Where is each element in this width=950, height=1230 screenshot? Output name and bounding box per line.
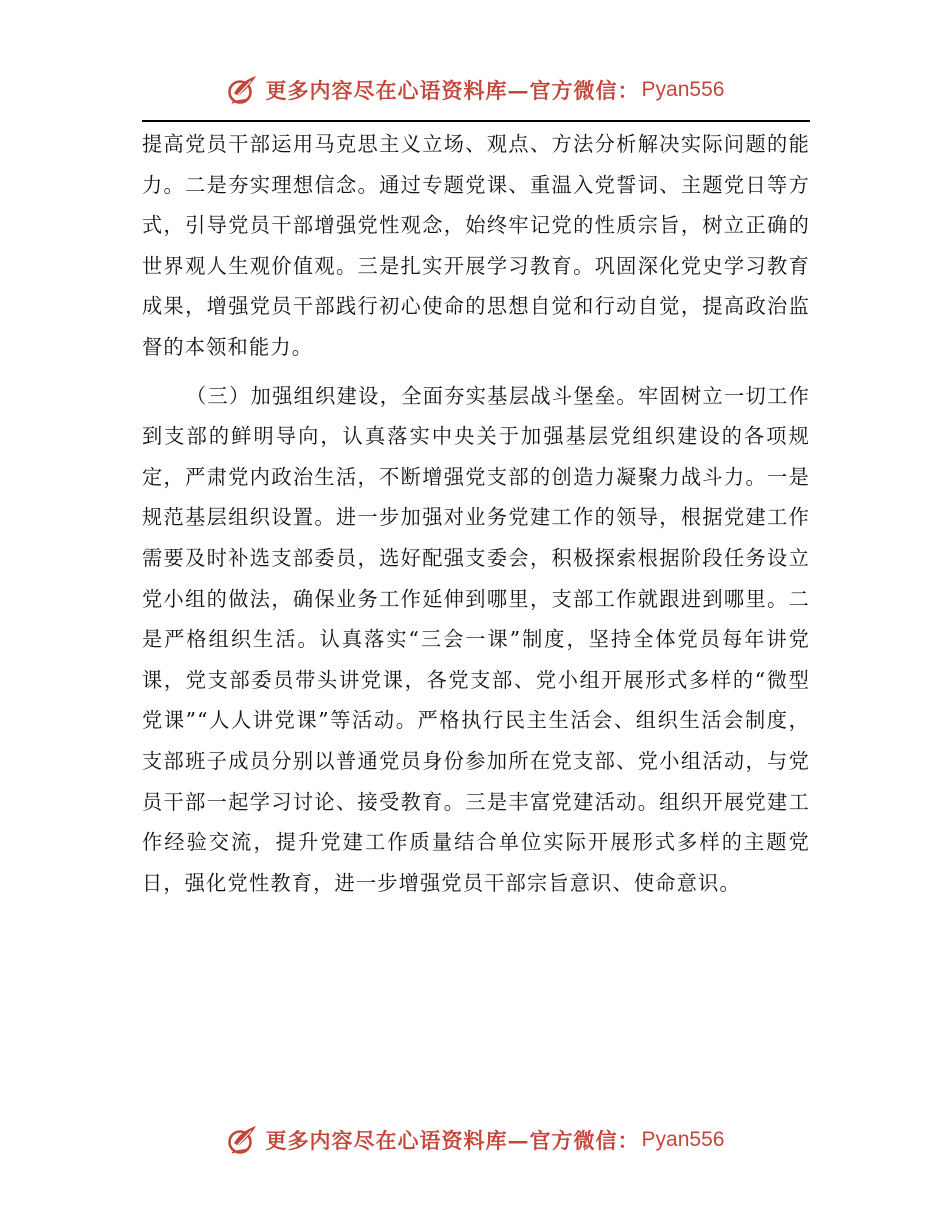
header-banner-text: 更多内容尽在心语资料库—官方微信： xyxy=(265,78,640,103)
header-divider xyxy=(142,120,810,122)
page-header-banner xyxy=(0,70,950,110)
footer-banner-text: 更多内容尽在心语资料库—官方微信： xyxy=(265,1128,640,1153)
header-wechat-id: Pyan556 xyxy=(641,78,725,101)
footer-wechat-id: Pyan556 xyxy=(641,1128,725,1151)
document-body xyxy=(142,124,810,903)
page-footer-banner xyxy=(0,1120,950,1160)
quill-pen-logo-icon xyxy=(226,73,260,107)
quill-pen-logo-icon xyxy=(226,1123,260,1157)
body-paragraph-2: （三）加强组织建设，全面夯实基层战斗堡垒。牢固树立一切工作到支部的鲜明导向，认真落实中央关于加强基层党组织建设的各项规定，严肃党内政治生活，不断增强党支部的创造力凝聚力战斗力。一是规范基层组织设置。进一步加强对业务党建工作的领导，根据党建工作需要及时补选支部委员，选好配强支委会，积极探索根据阶段任务设立党小组的做法，确保业务工作延伸到哪里，支部工作就跟进到哪里。二是严格组织生活。认真落实“三会一课”制度，坚持全体党员每年讲党课，党支部委员带头讲党课，各党支部、党小组开展形式多样的“微型党课”“人人讲党课”等活动。严格执行民主生活会、组织生活会制度，支部班子成员分别以普通党员身份参加所在党支部、党小组活动，与党员干部一起学习讨论、接受教育。三是丰富党建活动。组织开展党建工作经验交流，提升党建工作质量结合单位实际开展形式多样的主题党日，强化党性教育，进一步增强党员干部宗旨意识、使命意识。 xyxy=(142,383,810,895)
body-paragraph-1: 提高党员干部运用马克思主义立场、观点、方法分析解决实际问题的能力。二是夯实理想信念。通过专题党课、重温入党誓词、主题党日等方式，引导党员干部增强党性观念，始终牢记党的性质宗旨，树立正确的世界观人生观价值观。三是扎实开展学习教育。巩固深化党史学习教育成果，增强党员干部践行初心使命的思想自觉和行动自觉，提高政治监督的本领和能力。 xyxy=(142,132,810,359)
